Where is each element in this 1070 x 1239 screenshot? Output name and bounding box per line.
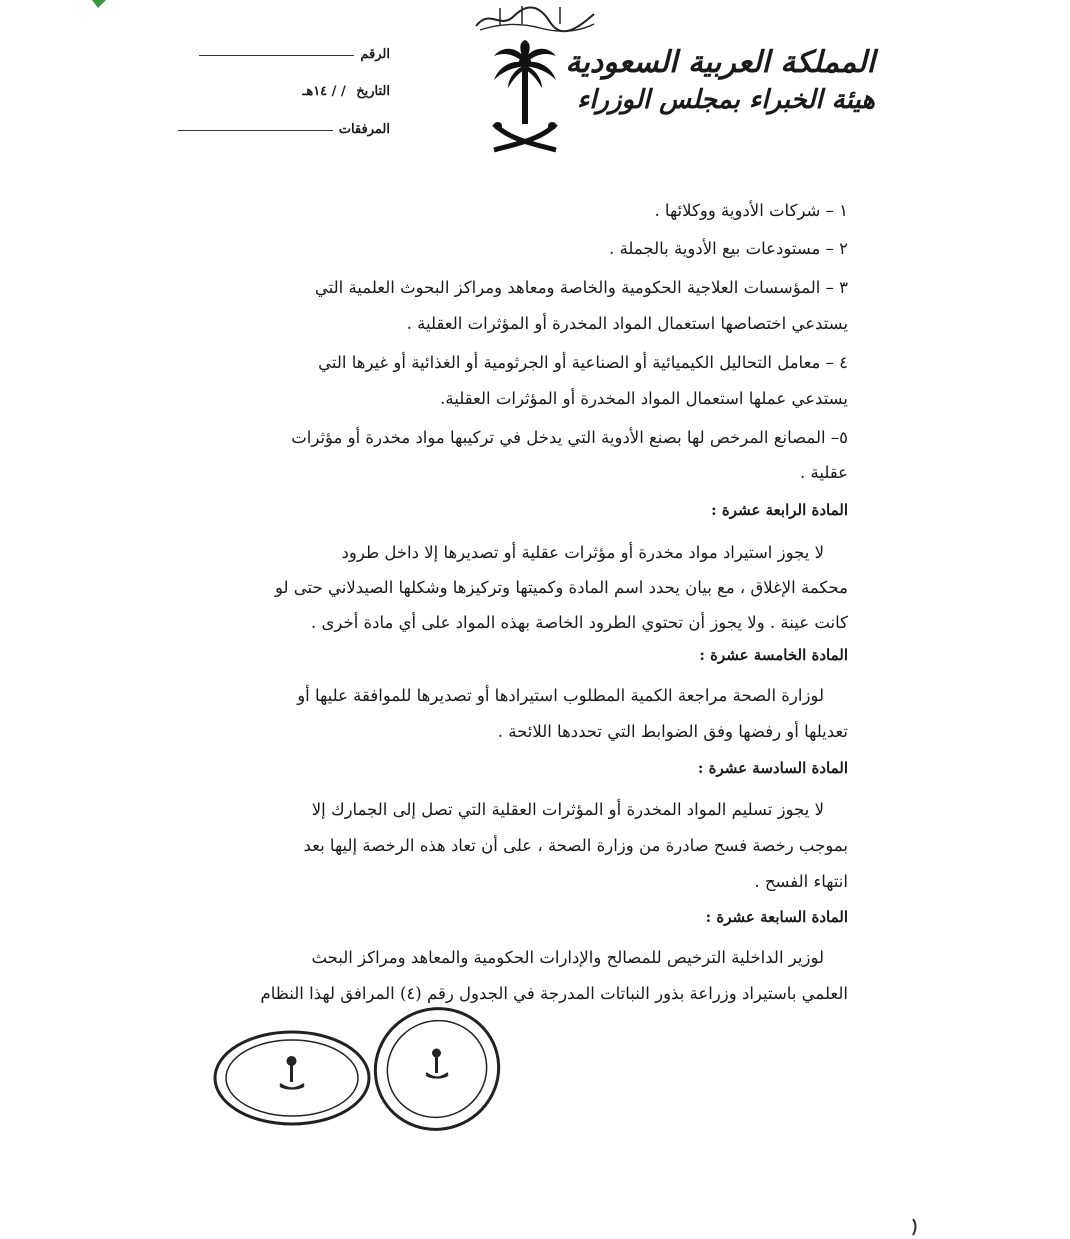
list-item: ٤ – معامل التحاليل الكيميائية أو الصناعية أو الجرثومية أو الغذائية أو غيرها التي [318,353,848,372]
attachments-label: المرفقات [338,122,390,137]
article-15-line: تعديلها أو رفضها وفق الضوابط التي تحددها اللائحة . [497,722,848,741]
reference-line [199,54,354,56]
attachments-line [178,129,333,131]
article-17-line: العلمي باستيراد وزراعة بذور النباتات المدرجة في الجدول رقم (٤) المرافق لهذا النظام [260,984,848,1003]
article-14-heading: المادة الرابعة عشرة : [711,501,848,519]
article-14-line: محكمة الإغلاق ، مع بيان يحدد اسم المادة وكميتها وتركيزها وشكلها الصيدلاني حتى لو [275,578,848,597]
corner-mark [92,0,106,8]
list-item-continued: يستدعي اختصاصها استعمال المواد المخدرة أو المؤثرات العقلية . [406,314,848,333]
reference-number-field [165,47,390,62]
list-item: ٥– المصانع المرخص لها بصنع الأدوية التي يدخل في تركيبها مواد مخدرة أو مؤثرات [291,428,848,447]
article-14-line: كانت عينة . ولا يجوز أن تحتوي الطرود الخاصة بهذه المواد على أي مادة أخرى . [310,613,848,632]
basmala-calligraphy [470,2,600,36]
date-label: التاريخ [356,84,390,99]
article-15-line: لوزارة الصحة مراجعة الكمية المطلوب استيرادها أو تصديرها للموافقة عليها أو [297,686,824,705]
list-item: ٣ – المؤسسات العلاجية الحكومية والخاصة ومعاهد ومراكز البحوث العلمية التي [314,278,848,297]
org-name-line1: المملكة العربية السعودية [565,45,875,80]
list-item: ٢ – مستودعات بيع الأدوية بالجملة . [609,239,848,258]
article-16-line: انتهاء الفسح . [754,872,848,891]
date-field [165,84,390,99]
date-value: / / ١٤هـ [302,84,346,99]
official-stamp-oval [212,1028,372,1128]
article-16-line: لا يجوز تسليم المواد المخدرة أو المؤثرات العقلية التي تصل إلى الجمارك إلا [311,800,824,819]
list-item: ١ – شركات الأدوية ووكلائها . [654,201,848,220]
org-name-line2: هيئة الخبراء بمجلس الوزراء [576,85,875,115]
article-17-heading: المادة السابعة عشرة : [705,908,848,926]
article-16-line: بموجب رخصة فسح صادرة من وزارة الصحة ، على أن تعاد هذه الرخصة إليها بعد [303,836,848,855]
list-item-continued: عقلية . [800,463,848,482]
article-15-heading: المادة الخامسة عشرة : [699,646,848,664]
list-item-continued: يستدعي عملها استعمال المواد المخدرة أو المؤثرات العقلية. [440,389,848,408]
page-mark [910,1218,920,1236]
palm-swords-emblem-icon [490,40,560,158]
reference-label: الرقم [360,47,390,62]
official-stamp-circle [368,1003,506,1135]
article-14-line: لا يجوز استيراد مواد مخدرة أو مؤثرات عقلية أو تصديرها إلا داخل طرود [341,543,824,562]
attachments-field [165,122,390,137]
article-17-line: لوزير الداخلية الترخيص للمصالح والإدارات الحكومية والمعاهد ومراكز البحث [311,948,824,967]
article-16-heading: المادة السادسة عشرة : [697,759,848,777]
